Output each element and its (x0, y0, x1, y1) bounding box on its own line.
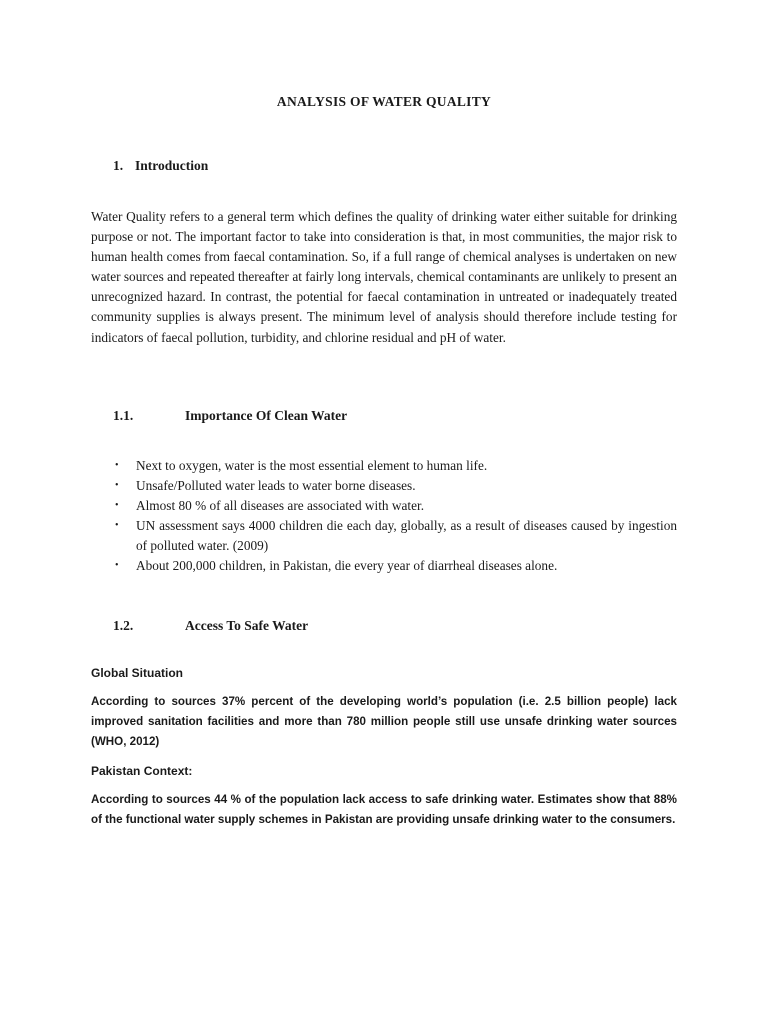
introduction-heading (113, 158, 208, 174)
introduction-paragraph: Water Quality refers to a general term which defines the quality of drinking water either suitable for drinking purpose or not. The important factor to take into consideration is that, in most communities, the major risk to human health comes from faecal contamination. So, if a full range of chemical analyses is undertaken on new water sources and repeated thereafter at fairly long intervals, chemical contaminants are unlikely to present an unrecognized hazard. In contrast, the potential for faecal contamination in untreated or inadequately treated community supplies is always present. The minimum level of analysis should therefore include testing for indicators of faecal pollution, turbidity, and chlorine residual and pH of water. (91, 209, 677, 345)
document-title: ANALYSIS OF WATER QUALITY (276, 94, 492, 109)
list-item-text: Unsafe/Polluted water leads to water borne diseases. (136, 478, 416, 494)
importance-bullet-list (113, 456, 677, 577)
list-item-text: Almost 80 % of all diseases are associated with water. (136, 498, 425, 514)
bullet-icon: • (115, 520, 119, 532)
importance-number: 1.1. (113, 408, 134, 423)
global-situation-paragraph: According to sources 37% percent of the developing world’s population (i.e. 2.5 billion people) lack improved sanitation facilities and more than 780 million people still use unsafe drinking water sources (WHO, 2012) (91, 695, 677, 749)
access-heading (113, 618, 308, 634)
introduction-number: 1. (113, 158, 124, 173)
list-item-text: UN assessment says 4000 children die each day, globally, as a result of diseases caused by ingestion of polluted water. (2009) (136, 518, 677, 554)
bullet-icon: • (115, 560, 119, 572)
list-item (113, 516, 677, 556)
list-item-text: About 200,000 children, in Pakistan, die every year of diarrheal diseases alone. (136, 558, 558, 574)
pakistan-context-heading: Pakistan Context: (91, 764, 193, 778)
introduction-heading-text: Introduction (135, 158, 209, 173)
list-item (113, 456, 677, 476)
list-item-text: Next to oxygen, water is the most essential element to human life. (136, 458, 488, 473)
global-situation-heading: Global Situation (91, 666, 183, 680)
access-number: 1.2. (113, 618, 134, 633)
pakistan-context-paragraph: According to sources 44 % of the population lack access to safe drinking water. Estimates show that 88% of the functional water supply schemes in Pakistan are providing unsafe drinking water to the consumers. (91, 793, 677, 827)
list-item (113, 496, 677, 516)
list-item (113, 476, 677, 496)
bullet-icon: • (115, 480, 119, 492)
importance-heading-text: Importance Of Clean Water (185, 408, 348, 423)
bullet-icon: • (115, 500, 119, 512)
list-item (113, 556, 677, 576)
access-heading-text: Access To Safe Water (185, 618, 309, 633)
importance-heading (113, 408, 347, 424)
bullet-icon: • (115, 460, 119, 471)
